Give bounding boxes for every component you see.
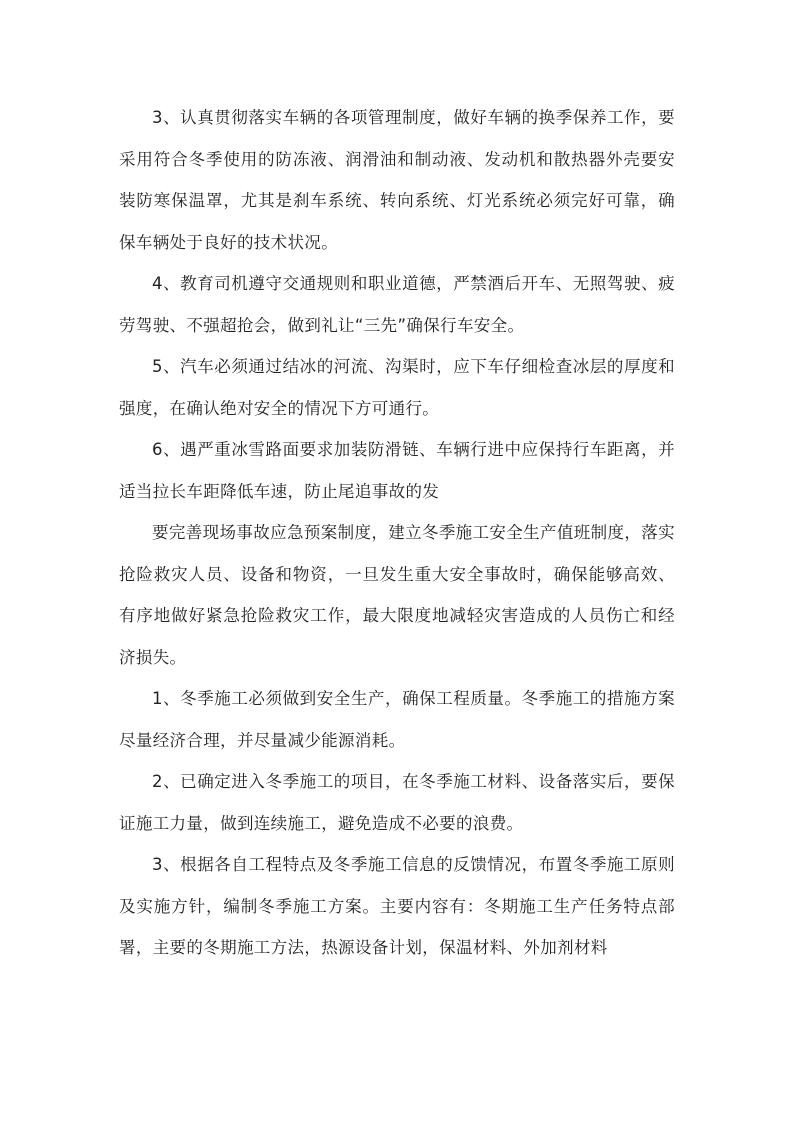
paragraph-snow-chains: 6、遇严重冰雪路面要求加装防滑链、车辆行进中应保持行车距离，并适当拉长车距降低车速，防止尾追事故的发 [119,440,675,501]
paragraph-ice-crossing: 5、汽车必须通过结冰的河流、沟渠时，应下车仔细检查冰层的厚度和强度，在确认绝对安全的情况下方可通行。 [119,357,675,418]
paragraph-construction-plan: 3、根据各自工程特点及冬季施工信息的反馈情况，布置冬季施工原则及实施方针，编制冬季施工方案。主要内容有：冬期施工生产任务特点部署，主要的冬期施工方法，热源设备计划，保温材料、外加剂材料 [119,855,675,957]
paragraph-emergency-plan: 要完善现场事故应急预案制度，建立冬季施工安全生产值班制度，落实抢险救灾人员、设备和物资，一旦发生重大安全事故时，确保能够高效、有序地做好紧急抢险救灾工作，最大限度地减轻灾害造成的人员伤亡和经济损失。 [119,523,675,667]
paragraph-driver-education: 4、教育司机遵守交通规则和职业道德，严禁酒后开车、无照驾驶、疲劳驾驶、不强超抢会，做到礼让“三先”确保行车安全。 [119,274,675,335]
paragraph-vehicle-maintenance: 3、认真贯彻落实车辆的各项管理制度，做好车辆的换季保养工作，要采用符合冬季使用的防冻液、润滑油和制动液、发动机和散热器外壳要安装防寒保温罩，尤其是刹车系统、转向系统、灯光系统必须完好可靠，确保车辆处于良好的技术状况。 [119,108,675,252]
document-body [119,97,675,969]
paragraph-continuous-construction: 2、已确定进入冬季施工的项目，在冬季施工材料、设备落实后，要保证施工力量，做到连续施工，避免造成不必要的浪费。 [119,772,675,833]
paragraph-safe-production: 1、冬季施工必须做到安全生产，确保工程质量。冬季施工的措施方案尽量经济合理，并尽量减少能源消耗。 [119,689,675,750]
